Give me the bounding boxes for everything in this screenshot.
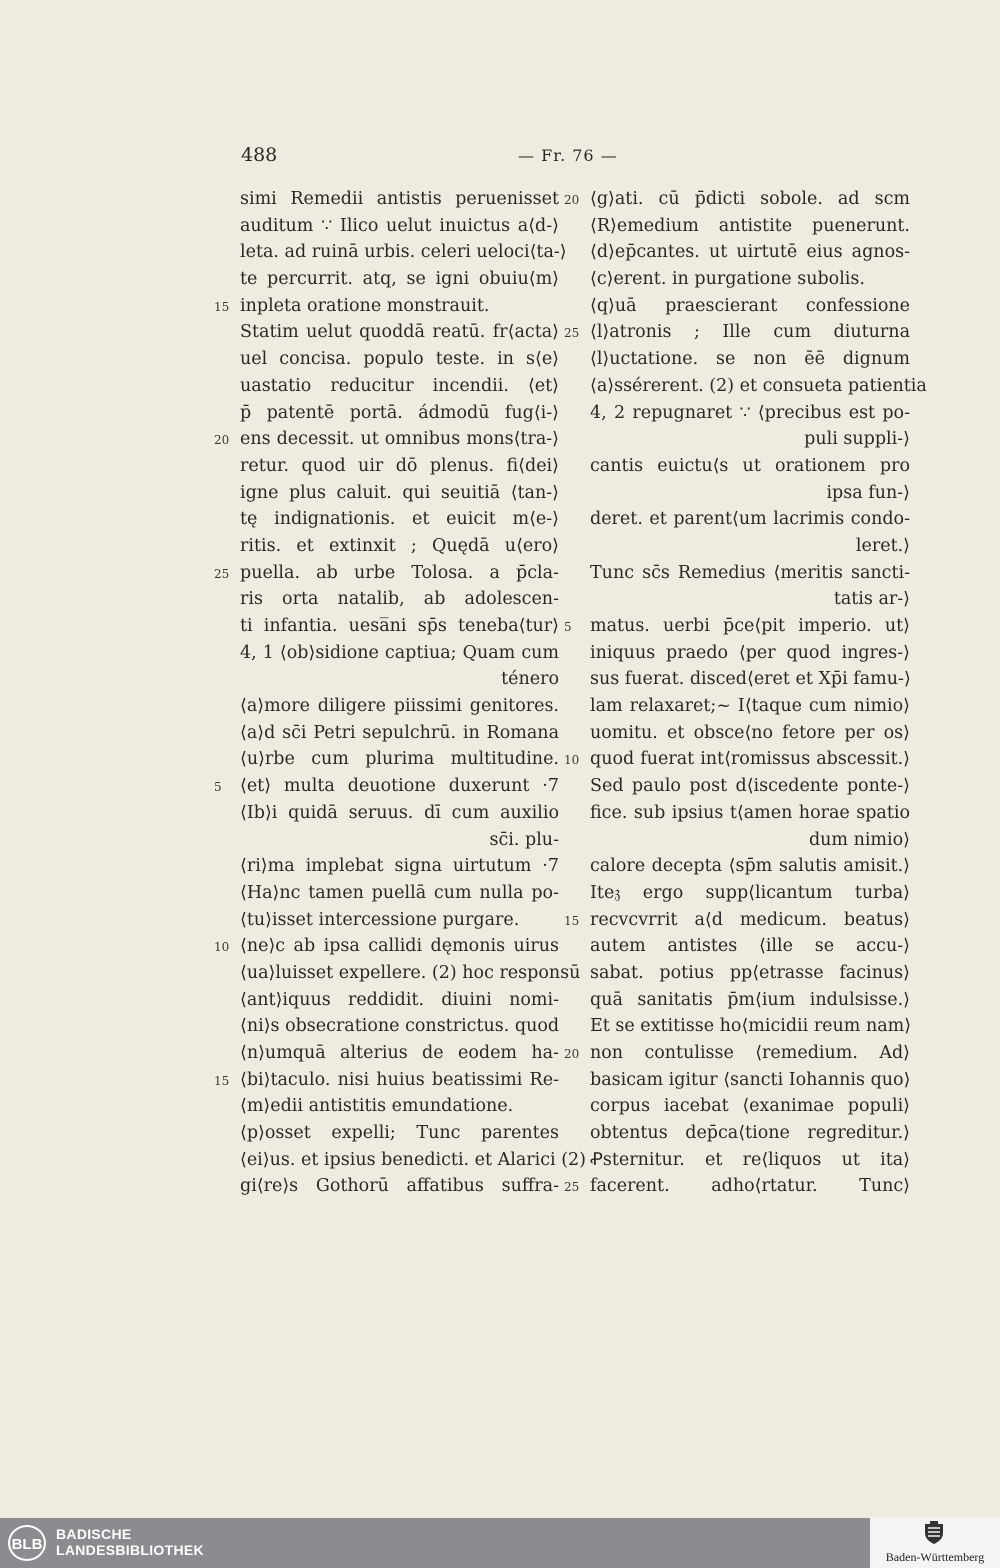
- line-text: calore decepta ⟨sp̄m salutis amisit.⟩: [590, 856, 910, 877]
- line-number: 15: [214, 1073, 230, 1088]
- line-number: 20: [564, 193, 580, 207]
- line-text: leta. ad ruinā urbis. celeri ueloci⟨ta-⟩: [240, 242, 567, 263]
- text-line: [564, 319, 910, 346]
- state-logo[interactable]: [870, 1518, 1000, 1568]
- text-line: [214, 319, 559, 346]
- text-line: [214, 773, 559, 800]
- line-text: tatis ar-⟩: [833, 589, 910, 610]
- line-text: ⟨tu⟩isset intercessione purgare.: [240, 909, 520, 930]
- line-text: non contulisse ⟨remedium. Ad⟩: [590, 1043, 910, 1063]
- text-line: [214, 480, 559, 507]
- text-line: [214, 266, 559, 293]
- text-line: [214, 827, 559, 854]
- text-line: [564, 853, 910, 880]
- text-line: [564, 426, 910, 453]
- text-line: [214, 533, 559, 560]
- line-text: quā sanitatis p̄m⟨ium indulsisse.⟩: [590, 989, 910, 1010]
- text-line: [214, 1040, 559, 1067]
- text-line: [564, 800, 910, 827]
- text-line: [564, 213, 910, 240]
- text-line: [564, 373, 927, 400]
- line-number: 20: [214, 433, 230, 448]
- line-text: ⟨a⟩more diligere piissimi genitores.: [240, 696, 559, 717]
- line-text: ⟨ant⟩iquus reddidit. diuini nomi-: [240, 989, 559, 1010]
- text-line: [214, 933, 559, 960]
- text-line: [214, 640, 559, 667]
- left-text-column: [214, 186, 587, 1200]
- line-text: basicam igitur ⟨sancti Iohannis quo⟩: [590, 1069, 911, 1090]
- text-line: [214, 400, 559, 427]
- text-line: [214, 907, 559, 934]
- line-text: autem antistes ⟨ille se accu-⟩: [590, 936, 910, 957]
- text-line: [564, 346, 910, 373]
- text-line: [564, 1173, 910, 1200]
- text-line: [214, 613, 559, 640]
- footer-bar: [0, 1518, 1000, 1568]
- line-number: 15: [214, 299, 230, 314]
- text-line: [564, 933, 910, 960]
- line-number: 25: [214, 566, 230, 581]
- line-text: te percurrit. atq, se igni obuiu⟨m⟩: [240, 269, 559, 290]
- text-line: [564, 1093, 910, 1120]
- text-line: [214, 293, 559, 320]
- text-line: [564, 506, 910, 533]
- line-text: ritis. et extinxit ; Quędā u⟨ero⟩: [240, 535, 559, 556]
- text-line: [564, 1147, 910, 1174]
- line-number: 25: [564, 326, 580, 341]
- text-line: [214, 1173, 559, 1200]
- line-text: puli suppli-⟩: [804, 429, 910, 450]
- line-text: quod fuerat int⟨romissus abscessit.⟩: [590, 749, 910, 770]
- line-text: fice. sub ipsius t⟨amen horae spatio: [590, 802, 910, 823]
- line-number: 10: [214, 940, 230, 955]
- line-text: ⟨ua⟩luisset expellere. (2) hoc responsū: [240, 962, 581, 983]
- line-number: 10: [564, 753, 580, 768]
- text-line: [564, 613, 910, 640]
- text-line: [564, 907, 910, 934]
- line-number: 5: [214, 780, 222, 795]
- line-text: 4, 1 ⟨ob⟩sidione captiua; Quam cum: [240, 642, 559, 663]
- line-text: gi⟨re⟩s Gothorū affatibus suffra-: [240, 1176, 559, 1197]
- coat-of-arms-icon: [923, 1521, 945, 1545]
- text-line: [564, 880, 910, 907]
- line-text: ⟨ne⟩c ab ipsa callidi dęmonis uirus: [240, 936, 559, 957]
- line-text: ⟨et⟩ multa deuotione duxerunt ·7: [240, 776, 559, 797]
- text-line: [214, 186, 559, 213]
- line-number: 20: [564, 1047, 580, 1061]
- text-line: [564, 746, 910, 773]
- text-line: [564, 1013, 910, 1040]
- text-line: [214, 666, 559, 693]
- text-line: [214, 239, 567, 266]
- line-text: sc̄i. plu-: [489, 829, 559, 850]
- text-line: [564, 960, 910, 987]
- text-line: [564, 400, 910, 427]
- line-text: Et se extitisse ho⟨micidii reum nam⟩: [590, 1016, 912, 1037]
- line-text: puella. ab urbe Tolosa. a p̄cla-: [240, 562, 559, 583]
- line-text: iniquus praedo ⟨per quod ingres-⟩: [590, 642, 910, 663]
- line-text: Statim uelut quoddā reatū. fr⟨acta⟩: [240, 322, 559, 343]
- line-text: Ite𝔷 ergo supp⟨licantum turba⟩: [590, 882, 910, 903]
- text-line: [564, 293, 910, 320]
- text-line: [214, 373, 559, 400]
- text-line: [214, 506, 559, 533]
- line-text: ⟨c⟩erent. in purgatione subolis.: [590, 269, 865, 290]
- text-line: [214, 560, 559, 587]
- text-line: [214, 1093, 559, 1120]
- text-line: [564, 640, 910, 667]
- text-line: [214, 213, 559, 240]
- line-text: ⟨ni⟩s obsecratione constrictus. quod: [240, 1016, 560, 1037]
- text-line: [564, 827, 910, 854]
- line-text: ⟨m⟩edii antistitis emundatione.: [240, 1096, 514, 1117]
- line-text: ténero: [501, 669, 559, 690]
- text-line: [564, 186, 910, 213]
- line-text: igne plus caluit. qui seuitiā ⟨tan-⟩: [240, 482, 559, 503]
- running-head: — Fr. 76 —: [518, 146, 618, 165]
- text-line: [564, 453, 910, 480]
- library-name: [56, 1526, 204, 1558]
- text-line: [564, 987, 910, 1014]
- line-text: ⟨Ib⟩i quidā seruus. dī cum auxilio: [240, 802, 559, 823]
- library-name-line1: BADISCHE: [56, 1526, 132, 1542]
- line-text: ipsa fun-⟩: [826, 482, 910, 503]
- line-text: leret.⟩: [855, 535, 910, 556]
- text-line: [564, 1040, 910, 1067]
- line-text: ⟨a⟩ssérerent. (2) et consueta patientia: [590, 375, 927, 396]
- line-text: Tunc sc̄s Remedius ⟨meritis sancti-: [590, 562, 910, 583]
- text-line: [564, 266, 910, 293]
- text-line: [214, 853, 559, 880]
- line-number: 5: [564, 620, 572, 634]
- line-text: dum nimio⟩: [808, 829, 910, 850]
- text-line: [564, 666, 910, 693]
- text-line: [214, 426, 559, 453]
- blb-logo[interactable]: BLB: [8, 1525, 46, 1561]
- line-text: uastatio reducitur incendii. ⟨et⟩: [240, 375, 559, 396]
- line-text: recvcvrrit a⟨d medicum. beatus⟩: [590, 909, 910, 930]
- line-text: ⟨n⟩umquā alterius de eodem ha-: [240, 1043, 559, 1063]
- line-text: Sed paulo post d⟨iscedente ponte-⟩: [590, 776, 910, 797]
- line-text: ⟨Ha⟩nc tamen puellā cum nulla po-: [240, 882, 559, 903]
- text-line: [214, 1013, 559, 1040]
- text-line: [214, 693, 559, 720]
- text-line: [214, 1067, 559, 1094]
- text-line: [214, 987, 559, 1014]
- text-line: [564, 1067, 910, 1094]
- text-line: [214, 720, 559, 747]
- line-text: ⟨p⟩osset expelli; Tunc parentes: [240, 1123, 559, 1144]
- text-line: [564, 720, 910, 747]
- line-text: sus fuerat. disced⟨eret et Xp̄i famu-⟩: [590, 669, 911, 690]
- text-line: [214, 746, 559, 773]
- line-text: ⟨R⟩emedium antistite puenerunt.: [590, 215, 910, 236]
- line-text: ⟨u⟩rbe cum plurima multitudine.: [240, 749, 559, 770]
- line-text: simi Remedii antistis peruenisset: [240, 189, 559, 209]
- line-text: uel concisa. populo teste. in s⟨e⟩: [240, 349, 559, 370]
- line-number: 15: [564, 913, 580, 928]
- line-text: ⟨l⟩uctatione. se non ēē dignum: [590, 349, 910, 370]
- text-line: [214, 1147, 587, 1174]
- line-text: auditum ∵ Ilico uelut inuictus a⟨d-⟩: [240, 215, 559, 236]
- line-text: ⟨q⟩uā praescierant confessione: [590, 295, 910, 316]
- line-text: ⟨g⟩ati. cū p̄dicti sobole. ad scm: [590, 189, 910, 209]
- line-text: ti infantia. uesa̅ni sp̄s teneba⟨tur⟩: [240, 616, 559, 636]
- line-text: uomitu. et obsce⟨no fetore per os⟩: [590, 722, 910, 743]
- text-line: [214, 586, 559, 613]
- line-text: p̄ patentē portā. ádmodū fug⟨i-⟩: [240, 402, 559, 423]
- line-text: matus. uerbi p̄ce⟨pit imperio. ut⟩: [590, 616, 910, 636]
- line-text: ⟨ei⟩us. et ipsius benedicti. et Alarici (2): [240, 1149, 587, 1170]
- text-line: [564, 239, 910, 266]
- text-line: [214, 453, 559, 480]
- text-line: [564, 480, 910, 507]
- text-line: [564, 773, 910, 800]
- line-text: ⟨a⟩d sc̄i Petri sepulchrū. in Romana: [240, 722, 559, 743]
- line-text: Ꝓsternitur. et re⟨liquos ut ita⟩: [590, 1149, 910, 1170]
- right-text-column: [564, 186, 927, 1200]
- line-text: corpus iacebat ⟨exanimae populi⟩: [590, 1096, 910, 1117]
- line-text: tę indignationis. et euicit m⟨e-⟩: [240, 509, 559, 530]
- line-text: cantis euictu⟨s ut orationem pro: [590, 455, 910, 476]
- line-text: lam relaxaret;~ I⟨taque cum nimio⟩: [590, 696, 910, 717]
- line-text: ⟨ri⟩ma implebat signa uirtutum ·7: [240, 856, 559, 877]
- line-text: deret. et parent⟨um lacrimis condo-: [590, 509, 910, 530]
- line-text: ⟨d⟩ep̄cantes. ut uirtutē eius agnos-: [590, 242, 910, 263]
- line-text: ⟨l⟩atronis ; Ille cum diuturna: [590, 322, 910, 343]
- line-text: 4, 2 repugnaret ∵ ⟨precibus est po-: [590, 402, 910, 423]
- text-line: [214, 1120, 559, 1147]
- text-line: [564, 560, 910, 587]
- line-text: retur. quod uir dō plenus. fi⟨dei⟩: [240, 455, 559, 476]
- text-line: [564, 1120, 910, 1147]
- text-line: [564, 586, 910, 613]
- text-line: [564, 533, 910, 560]
- text-line: [214, 346, 559, 373]
- text-line: [564, 693, 910, 720]
- line-text: inpleta oratione monstrauit.: [240, 295, 490, 316]
- state-name: Baden-Württemberg: [885, 1550, 985, 1564]
- line-text: facerent. adho⟨rtatur. Tunc⟩: [590, 1176, 910, 1197]
- library-name-line2: LANDESBIBLIOTHEK: [56, 1542, 204, 1558]
- text-line: [214, 880, 559, 907]
- line-number: 25: [564, 1180, 580, 1195]
- line-text: obtentus dep̄ca⟨tione regreditur.⟩: [590, 1123, 910, 1144]
- line-text: ens decessit. ut omnibus mons⟨tra-⟩: [240, 429, 559, 450]
- page-number: 488: [241, 144, 278, 166]
- line-text: ⟨bi⟩taculo. nisi huius beatissimi Re-: [240, 1069, 559, 1090]
- text-line: [214, 800, 559, 827]
- line-text: sabat. potius pp⟨etrasse facinus⟩: [590, 962, 910, 983]
- text-line: [214, 960, 581, 987]
- line-text: ris orta natalib, ab adolescen-: [240, 589, 559, 610]
